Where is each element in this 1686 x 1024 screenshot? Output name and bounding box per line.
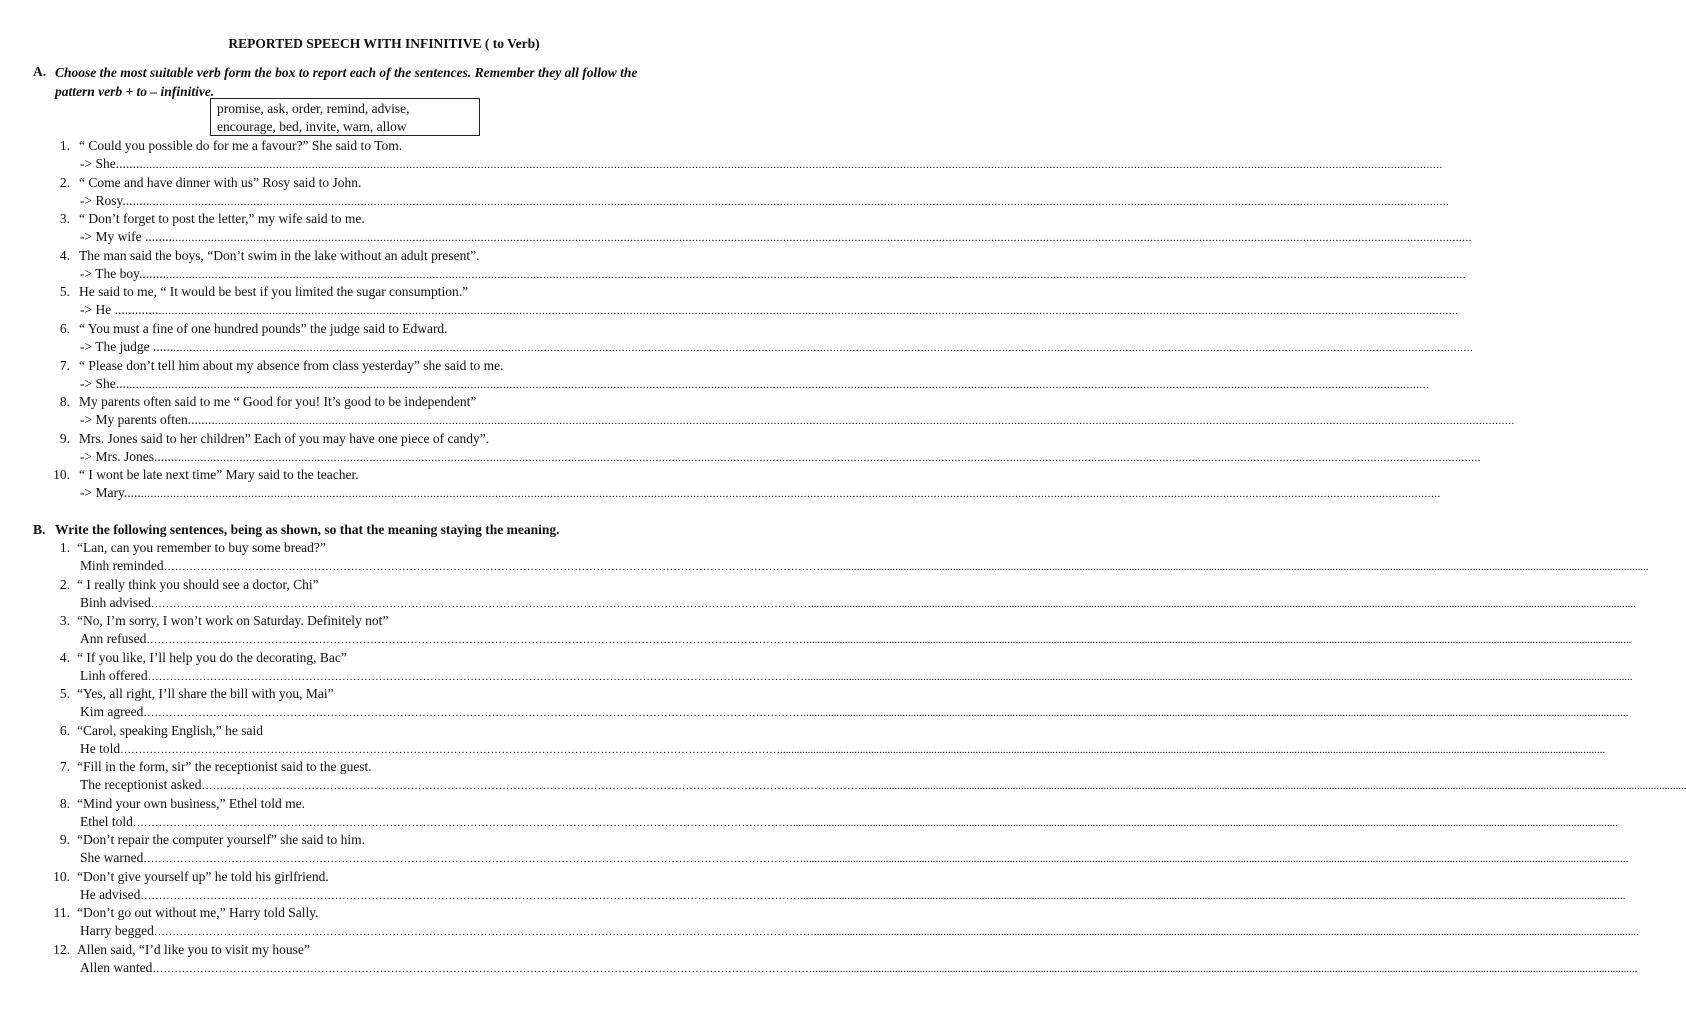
answer-line[interactable]: [80, 850, 1629, 866]
question-number: 11.: [53, 905, 70, 920]
question-number: 9.: [59, 430, 70, 446]
answer-blank[interactable]: ................................................................................................................................................................................................................................................................................................................................................................................................................: [149, 195, 1450, 208]
answer-blank[interactable]: ………………………………………………………………………………………………………………………………………………………………............................................................................................................................................................................................................................................................................................................: [163, 561, 1649, 573]
answer-line[interactable]: [80, 631, 1632, 647]
answer-line[interactable]: [80, 412, 1515, 428]
question-number: 6.: [59, 722, 70, 738]
question-number: 12.: [53, 941, 70, 957]
question-text: “Don’t go out without me,” Harry told Sally.: [77, 905, 319, 920]
answer-line[interactable]: [80, 959, 1638, 976]
answer-prefix: -> The boy........: [80, 265, 166, 281]
answer-prefix: -> He .............: [80, 302, 159, 318]
answer-prefix: Binh advised: [80, 594, 151, 610]
verb-box-line1: promise, ask, order, remind, advise,: [217, 101, 410, 116]
answer-prefix: -> She....: [80, 375, 130, 391]
verb-box-line2: encourage, bed, invite, warn, allow: [217, 119, 407, 134]
answer-prefix: Kim agreed: [80, 704, 144, 719]
question-text: “ Could you possible do for me a favour?” She said to Tom.: [79, 138, 403, 153]
answer-blank[interactable]: ................................................................................................................................................................................................................................................................................................................................................................................................................: [214, 415, 1515, 428]
question-text: “ If you like, I’ll help you do the decorating, Bac”: [77, 649, 347, 665]
section-b-label: B.: [33, 522, 46, 537]
answer-blank[interactable]: ………………………………………………………………………………………………………………………………………………………………............................................................................................................................................................................................................................................................................................................: [143, 707, 1629, 719]
question-number: 5.: [59, 284, 70, 300]
question-number: 8.: [59, 795, 70, 811]
answer-prefix: -> The judge ......: [80, 339, 174, 354]
question-number: 1.: [59, 540, 70, 555]
question-text: He said to me, “ It would be best if you limited the sugar consumption.”: [79, 284, 469, 300]
answer-line[interactable]: [80, 594, 1636, 611]
answer-line[interactable]: [80, 192, 1450, 209]
question-number: 5.: [59, 686, 70, 701]
answer-prefix: -> She........: [80, 156, 143, 171]
answer-line[interactable]: [80, 339, 1474, 355]
answer-blank[interactable]: ………………………………………………………………………………………………………………………………………………………………............................................................................................................................................................................................................................................................................................................: [132, 816, 1618, 829]
question-number: 8.: [59, 394, 70, 410]
question-text: “Mind your own business,” Ethel told me.: [77, 795, 305, 811]
answer-prefix: -> My wife ........: [80, 229, 172, 245]
answer-blank[interactable]: ………………………………………………………………………………………………………………………………………………………………............................................................................................................................................................................................................................................................................................................: [143, 853, 1629, 865]
question-text: “ Come and have dinner with us” Rosy said to John.: [79, 174, 362, 190]
answer-line[interactable]: [80, 156, 1443, 172]
answer-blank[interactable]: ................................................................................................................................................................................................................................................................................................................................................................................................................: [142, 159, 1443, 171]
answer-prefix: The receptionist asked: [80, 777, 202, 792]
section-b-instruction: Write the following sentences, being as shown, so that the meaning staying the meaning.: [55, 522, 560, 537]
question-number: 7.: [59, 759, 70, 774]
answer-blank[interactable]: ………………………………………………………………………………………………………………………………………………………………............................................................................................................................................................................................................................................................................................................: [153, 926, 1639, 938]
verb-word-box: [210, 98, 480, 136]
question-text: My parents often said to me “ Good for you! It’s good to be independent”: [79, 394, 477, 410]
question-text: “Fill in the form, sir” the receptionist said to the guest.: [77, 759, 372, 774]
answer-line[interactable]: [80, 375, 1430, 392]
question-number: 2.: [59, 576, 70, 592]
answer-line[interactable]: [80, 558, 1649, 574]
question-number: 3.: [59, 211, 70, 227]
question-number: 6.: [59, 321, 70, 336]
answer-blank[interactable]: ................................................................................................................................................................................................................................................................................................................................................................................................................: [165, 268, 1466, 281]
question-number: 2.: [59, 174, 70, 190]
answer-line[interactable]: [80, 265, 1466, 282]
answer-prefix: -> Mrs. Jones........: [80, 448, 181, 464]
answer-line[interactable]: [80, 704, 1629, 720]
answer-blank[interactable]: ………………………………………………………………………………………………………………………………………………………………............................................................................................................................................................................................................................................................................................................: [147, 670, 1633, 683]
question-text: “No, I’m sorry, I won’t work on Saturday. Definitely not”: [77, 613, 389, 628]
question-number: 7.: [59, 357, 70, 373]
question-text: “Don’t give yourself up” he told his girlfriend.: [77, 868, 329, 884]
question-text: Mrs. Jones said to her children” Each of you may have one piece of candy”.: [79, 430, 490, 446]
section-a-label: A.: [33, 64, 47, 79]
answer-line[interactable]: [80, 813, 1618, 830]
question-text: “Carol, speaking English,” he said: [77, 722, 263, 738]
answer-blank[interactable]: ................................................................................................................................................................................................................................................................................................................................................................................................................: [158, 305, 1459, 318]
answer-blank[interactable]: ………………………………………………………………………………………………………………………………………………………………............................................................................................................................................................................................................................................................................................................: [120, 743, 1606, 756]
answer-line[interactable]: [80, 667, 1633, 684]
question-text: “Don’t repair the computer yourself” she said to him.: [77, 832, 366, 847]
answer-prefix: Allen wanted: [80, 959, 153, 975]
answer-blank[interactable]: ................................................................................................................................................................................................................................................................................................................................................................................................................: [181, 451, 1481, 464]
question-text: “ I really think you should see a doctor, Chi”: [77, 576, 319, 592]
worksheet-title: REPORTED SPEECH WITH INFINITIVE ( to Verb): [228, 36, 540, 51]
answer-line[interactable]: [80, 886, 1626, 903]
question-text: “ Don’t forget to post the letter,” my wife said to me.: [79, 211, 365, 227]
answer-line[interactable]: [80, 923, 1639, 939]
question-text: The man said the boys, “Don’t swim in the lake without an adult present”.: [79, 247, 480, 263]
question-text: “ I wont be late next time” Mary said to the teacher.: [79, 467, 359, 483]
question-number: 3.: [59, 613, 70, 628]
section-a-instruction-line1: Choose the most suitable verb form the box to report each of the sentences. Remember they all follow the: [55, 65, 638, 80]
answer-blank[interactable]: ................................................................................................................................................................................................................................................................................................................................................................................................................: [140, 488, 1441, 501]
section-a-instruction-line2: pattern verb + to – infinitive.: [55, 84, 215, 99]
question-text: Allen said, “I’d like you to visit my house”: [77, 941, 310, 957]
answer-prefix: She warned: [80, 850, 144, 865]
answer-line[interactable]: [80, 777, 1686, 793]
answer-blank[interactable]: ………………………………………………………………………………………………………………………………………………………………............................................................................................................................................................................................................................................................................................................: [146, 634, 1632, 646]
answer-prefix: Minh reminded: [80, 558, 164, 573]
question-number: 4.: [59, 247, 70, 263]
answer-prefix: Ethel told: [80, 813, 133, 829]
question-number: 9.: [59, 832, 70, 847]
answer-prefix: Ann refused: [80, 631, 147, 646]
answer-line[interactable]: [80, 302, 1459, 318]
answer-blank[interactable]: ................................................................................................................................................................................................................................................................................................................................................................................................................: [129, 378, 1430, 391]
question-text: “ Please don’t tell him about my absence from class yesterday” she said to me.: [79, 357, 504, 373]
question-text: “Yes, all right, I’ll share the bill with you, Mai”: [77, 686, 334, 701]
answer-prefix: Harry begged: [80, 923, 154, 938]
answer-prefix: -> My parents often........: [80, 412, 215, 428]
answer-line[interactable]: [80, 485, 1441, 501]
question-text: “Lan, can you remember to buy some bread?”: [77, 540, 326, 555]
answer-prefix: -> Rosy........: [80, 192, 150, 208]
answer-blank[interactable]: ………………………………………………………………………………………………………………………………………………………………............................................................................................................................................................................................................................................................................................................: [152, 962, 1638, 975]
answer-blank[interactable]: ................................................................................................................................................................................................................................................................................................................................................................................................................: [171, 232, 1472, 245]
question-number: 4.: [59, 649, 70, 665]
answer-blank[interactable]: ………………………………………………………………………………………………………………………………………………………………............................................................................................................................................................................................................................................................................................................: [140, 889, 1626, 902]
question-number: 1.: [59, 138, 70, 153]
answer-blank[interactable]: ................................................................................................................................................................................................................................................................................................................................................................................................................: [173, 342, 1474, 354]
question-number: 10.: [53, 868, 70, 884]
question-text: “ You must a fine of one hundred pounds” the judge said to Edward.: [79, 321, 448, 336]
answer-prefix: -> Mary.....: [80, 485, 141, 501]
answer-prefix: Linh offered: [80, 667, 148, 683]
answer-line[interactable]: [80, 229, 1472, 245]
answer-line[interactable]: [80, 740, 1606, 757]
question-number: 10.: [53, 467, 70, 483]
answer-blank[interactable]: ………………………………………………………………………………………………………………………………………………………………............................................................................................................................................................................................................................................................................................................: [150, 597, 1636, 610]
answer-prefix: He advised: [80, 886, 141, 902]
answer-line[interactable]: [80, 448, 1481, 465]
answer-blank[interactable]: ………………………………………………………………………………………………………………………………………………………………............................................................................................................................................................................................................................................................................................................: [201, 780, 1686, 792]
answer-prefix: He told: [80, 740, 121, 756]
